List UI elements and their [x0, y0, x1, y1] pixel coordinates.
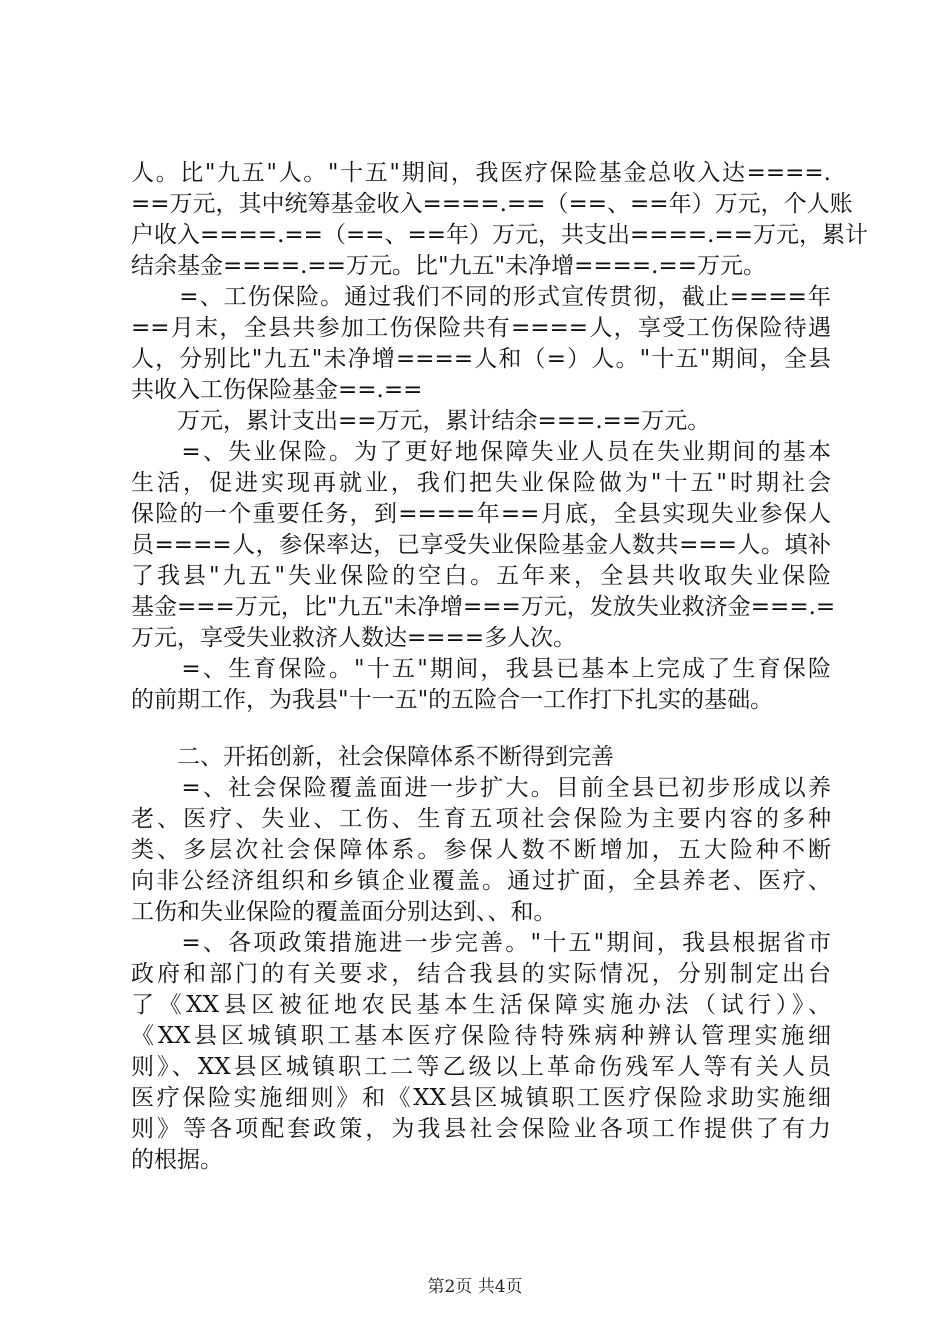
text-line: 基金===万元，比"九五"未净增===万元，发放失业救济金===.=	[131, 594, 836, 620]
text-line: 保险的一个重要任务，到====年==月底，全县实现失业参保人	[131, 501, 831, 527]
text-line: 则》等各项配套政策，为我县社会保险业各项工作提供了有力	[131, 1116, 831, 1142]
text-line: 人，分别比"九五"未净增====人和（=）人。"十五"期间，全县	[131, 346, 831, 372]
text-line: 户收入====.==（==、==年）万元，共支出====.==万元，累计	[131, 222, 868, 248]
page-footer: 第2页 共4页	[427, 1277, 523, 1297]
text-line: 政府和部门的有关要求，结合我县的实际情况，分别制定出台	[131, 961, 831, 987]
text-line: ==月末，全县共参加工伤保险共有====人，享受工伤保险待遇	[131, 315, 831, 341]
text-line: =、失业保险。为了更好地保障失业人员在失业期间的基本	[131, 439, 831, 465]
text-line: 生活，促进实现再就业，我们把失业保险做为"十五"时期社会	[131, 470, 831, 496]
text-line: 了我县"九五"失业保险的空白。五年来，全县共收取失业保险	[131, 563, 831, 589]
text-line: 《XX县区城镇职工基本医疗保险待特殊病种辨认管理实施细	[131, 1023, 831, 1049]
text-line: 万元，享受失业救济人数达====多人次。	[131, 625, 577, 651]
text-line: 则》、XX县区城镇职工二等乙级以上革命伤残军人等有关人员	[131, 1054, 831, 1080]
text-line: 员====人，参保率达，已享受失业保险基金人数共===人。填补	[131, 532, 831, 558]
paragraph-gap	[131, 716, 831, 742]
text-line: 共收入工伤保险基金==.==	[131, 377, 423, 403]
text-line: 了《XX县区被征地农民基本生活保障实施办法（试行）》、	[131, 992, 831, 1018]
text-line: 结余基金====.==万元。比"九五"未净增====.==万元。	[131, 253, 767, 279]
text-line: 类、多层次社会保障体系。参保人数不断增加，五大险种不断	[131, 837, 831, 863]
section-heading: 二、开拓创新，社会保障体系不断得到完善	[131, 744, 614, 770]
text-line: 医疗保险实施细则》和《XX县区城镇职工医疗保险求助实施细	[131, 1085, 831, 1111]
text-line: 的前期工作，为我县"十一五"的五险合一工作打下扎实的基础。	[131, 687, 774, 713]
text-line: =、工伤保险。通过我们不同的形式宣传贯彻，截止====年	[131, 284, 831, 310]
text-line: 人。比"九五"人。"十五"期间，我医疗保险基金总收入达====.	[131, 160, 831, 186]
document-body	[131, 158, 868, 1176]
text-line: =、各项政策措施进一步完善。"十五"期间，我县根据省市	[131, 930, 831, 956]
text-line: =、社会保险覆盖面进一步扩大。目前全县已初步形成以养	[131, 775, 831, 801]
text-line: =、生育保险。"十五"期间，我县已基本上完成了生育保险	[131, 656, 831, 682]
text-line: 的根据。	[131, 1147, 223, 1173]
text-line: 万元，累计支出==万元，累计结余===.==万元。	[131, 408, 711, 434]
text-line: ==万元，其中统筹基金收入====.==（==、==年）万元，个人账	[131, 191, 853, 217]
text-line: 向非公经济组织和乡镇企业覆盖。通过扩面，全县养老、医疗、	[131, 868, 831, 894]
text-line: 老、医疗、失业、工伤、生育五项社会保险为主要内容的多种	[131, 806, 831, 832]
text-line: 工伤和失业保险的覆盖面分别达到、、和。	[131, 899, 557, 925]
